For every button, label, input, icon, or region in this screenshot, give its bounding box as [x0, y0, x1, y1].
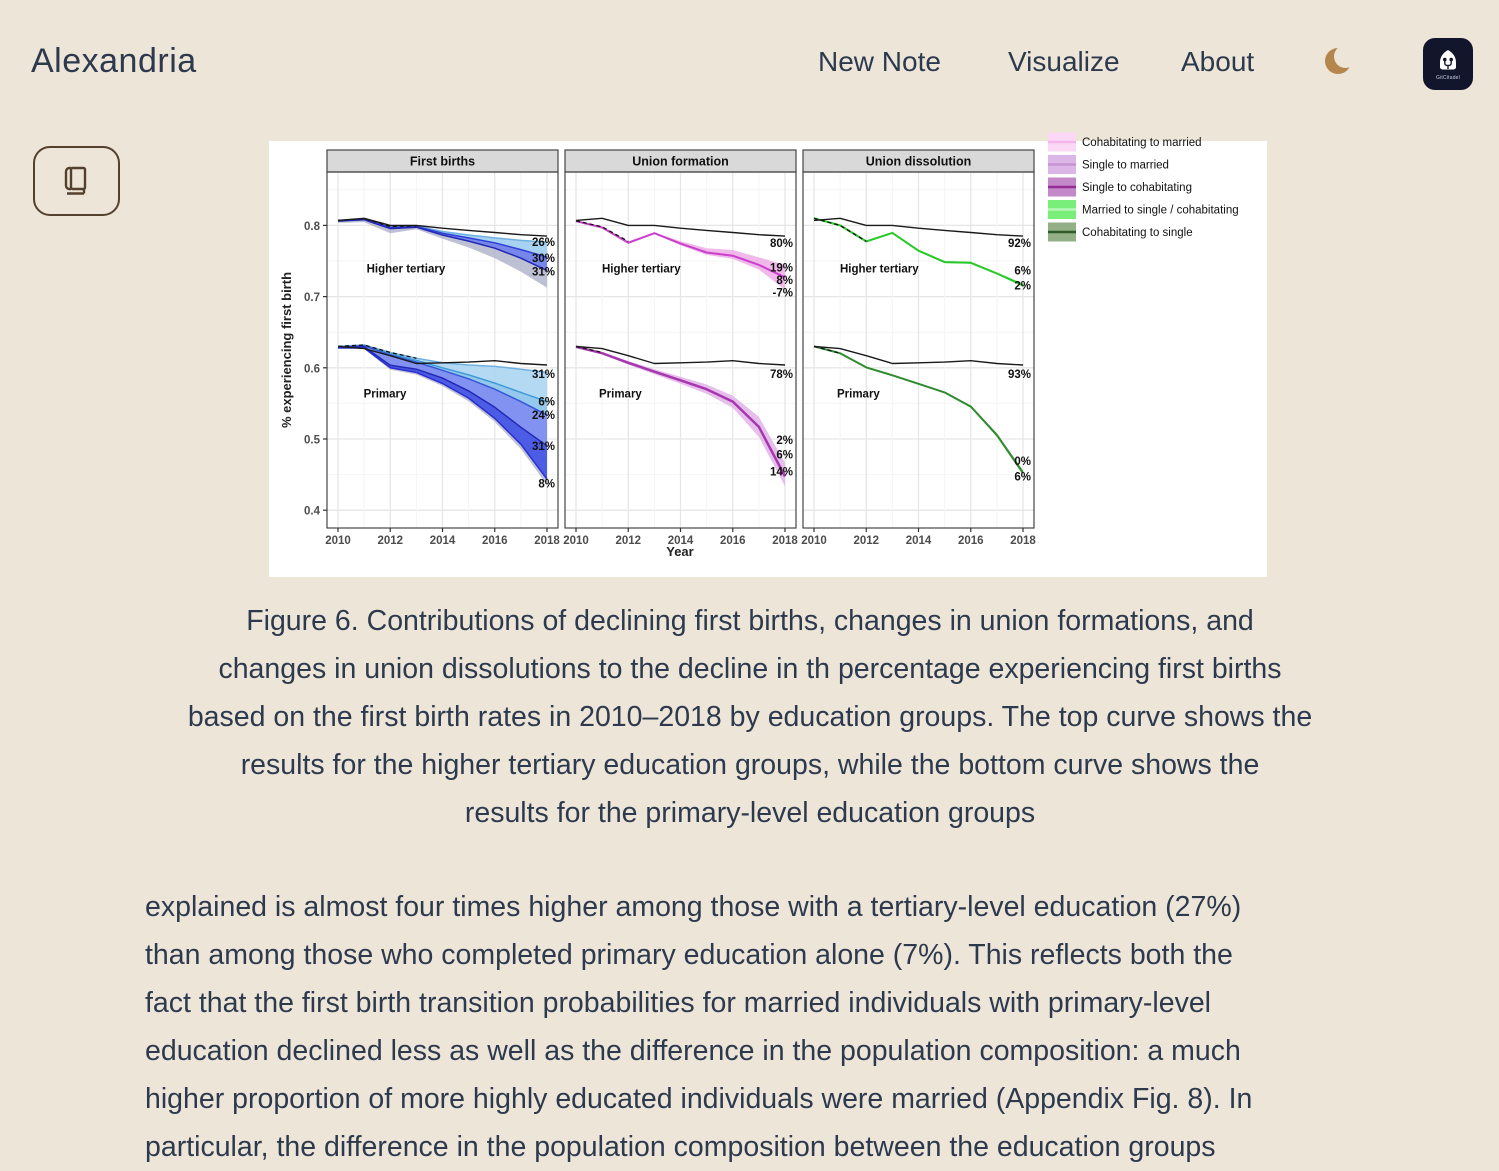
svg-text:2016: 2016 — [481, 535, 508, 547]
article-paragraph — [145, 883, 1445, 1171]
svg-text:0.6: 0.6 — [304, 363, 320, 376]
svg-text:Higher tertiary: Higher tertiary — [840, 263, 919, 276]
svg-text:Primary: Primary — [363, 388, 407, 401]
paragraph-line: explained is almost four times higher among those with a tertiary-level education (27%) — [145, 891, 1242, 923]
svg-text:2012: 2012 — [853, 535, 880, 547]
svg-text:0.5: 0.5 — [304, 434, 320, 447]
svg-text:19%: 19% — [769, 262, 793, 275]
svg-text:2018: 2018 — [772, 535, 798, 547]
nav-new-note[interactable]: New Note — [818, 46, 941, 77]
svg-text:8%: 8% — [776, 274, 793, 287]
dark-mode-toggle[interactable] — [1322, 44, 1356, 78]
gitcitadel-logo-icon — [1435, 48, 1461, 74]
paragraph-line: than among those who completed primary education alone (7%). This reflects both the — [145, 939, 1233, 971]
svg-text:Single to cohabitating: Single to cohabitating — [1082, 182, 1192, 194]
svg-text:8%: 8% — [538, 478, 555, 491]
svg-text:2012: 2012 — [615, 535, 642, 547]
svg-text:2012: 2012 — [377, 535, 404, 547]
paragraph-line: education declined less as well as the difference in the population composition: a much — [145, 1035, 1241, 1067]
svg-text:Union dissolution: Union dissolution — [865, 154, 972, 169]
nav-about[interactable]: About — [1181, 46, 1255, 77]
svg-text:31%: 31% — [531, 266, 555, 279]
svg-text:Cohabitating to single: Cohabitating to single — [1082, 227, 1193, 239]
svg-text:Primary: Primary — [836, 388, 880, 401]
svg-text:2014: 2014 — [667, 535, 694, 547]
svg-text:2014: 2014 — [905, 535, 932, 547]
paragraph-line: particular, the difference in the population composition between the education groups — [145, 1131, 1216, 1163]
svg-text:92%: 92% — [1007, 237, 1031, 250]
svg-text:Union formation: Union formation — [632, 154, 729, 169]
svg-text:14%: 14% — [769, 466, 793, 479]
svg-text:% experiencing first birth: % experiencing first birth — [279, 271, 294, 429]
svg-text:6%: 6% — [1014, 265, 1031, 278]
gitcitadel-badge[interactable] — [1423, 38, 1473, 90]
paragraph-line: fact that the first birth transition probabilities for married individuals with primary-level — [145, 987, 1212, 1019]
svg-text:0.7: 0.7 — [304, 292, 320, 305]
svg-text:31%: 31% — [531, 440, 555, 453]
svg-text:-7%: -7% — [772, 287, 793, 300]
svg-text:Married to single / cohabitati: Married to single / cohabitating — [1082, 204, 1239, 217]
figure-image — [269, 137, 1267, 577]
svg-text:6%: 6% — [776, 449, 793, 462]
svg-text:Primary: Primary — [598, 388, 642, 401]
svg-text:Higher tertiary: Higher tertiary — [366, 263, 446, 276]
svg-text:2014: 2014 — [429, 535, 456, 547]
caption-line: based on the first birth rates in 2010–2018 by education groups. The top curve shows the — [187, 701, 1313, 733]
svg-text:Higher tertiary: Higher tertiary — [602, 263, 681, 276]
svg-text:0.8: 0.8 — [304, 220, 320, 233]
svg-text:2016: 2016 — [957, 535, 984, 547]
svg-text:2016: 2016 — [719, 535, 746, 547]
paragraph-line: higher proportion of more highly educated individuals were married (Appendix Fig. 8). In — [145, 1083, 1253, 1115]
badge-label: GitCitadel — [1436, 74, 1460, 81]
svg-text:2018: 2018 — [534, 535, 560, 547]
svg-text:26%: 26% — [531, 237, 555, 250]
figure-caption — [100, 597, 1400, 837]
svg-text:24%: 24% — [531, 410, 555, 423]
svg-text:80%: 80% — [769, 237, 793, 250]
svg-text:0.4: 0.4 — [304, 505, 320, 518]
svg-text:6%: 6% — [538, 396, 555, 409]
caption-line: results for the higher tertiary education groups, while the bottom curve shows the — [240, 749, 1260, 781]
book-icon — [62, 165, 92, 197]
svg-text:2010: 2010 — [563, 535, 589, 547]
svg-text:2010: 2010 — [325, 535, 351, 547]
svg-text:2%: 2% — [1014, 280, 1031, 293]
moon-icon — [1322, 44, 1356, 78]
svg-text:Single to married: Single to married — [1082, 159, 1169, 172]
caption-line: results for the primary-level education groups — [464, 797, 1036, 829]
svg-text:78%: 78% — [769, 368, 793, 381]
svg-text:2%: 2% — [776, 435, 793, 448]
caption-line: changes in union dissolutions to the decline in th percentage experiencing first births — [218, 653, 1282, 685]
svg-text:2018: 2018 — [1010, 535, 1036, 547]
svg-text:30%: 30% — [531, 252, 555, 265]
svg-text:0%: 0% — [1014, 456, 1031, 469]
svg-text:93%: 93% — [1007, 368, 1031, 381]
svg-text:2010: 2010 — [801, 535, 827, 547]
svg-text:First births: First births — [409, 154, 476, 169]
nav-visualize[interactable]: Visualize — [1008, 46, 1120, 77]
app-title: Alexandria — [31, 42, 197, 80]
reader-view-button[interactable] — [33, 146, 120, 216]
figure-chart-svg — [269, 137, 1267, 577]
svg-text:Year: Year — [666, 544, 694, 559]
svg-text:Cohabitating to married: Cohabitating to married — [1082, 137, 1202, 149]
svg-text:31%: 31% — [531, 368, 555, 381]
svg-text:6%: 6% — [1014, 471, 1031, 484]
caption-line: Figure 6. Contributions of declining first births, changes in union formations, and — [246, 605, 1254, 637]
